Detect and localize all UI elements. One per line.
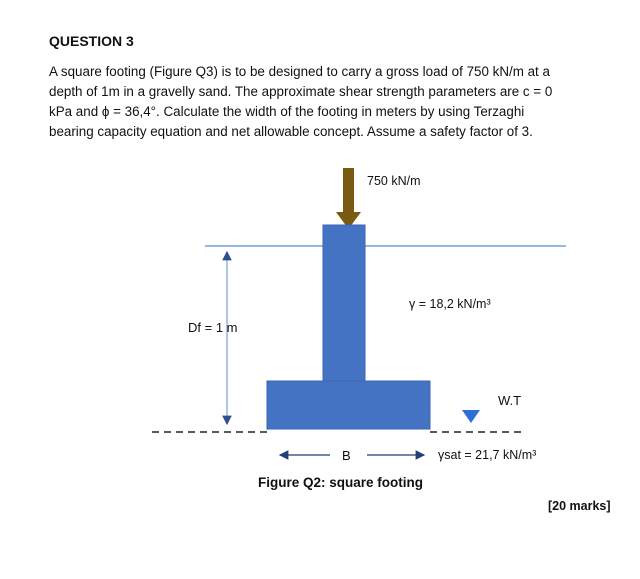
load-label: 750 kN/m <box>367 174 421 188</box>
footing-base <box>267 381 430 429</box>
water-table-icon <box>462 410 480 423</box>
question-line: bearing capacity equation and net allowable concept. Assume a safety factor of 3. <box>49 124 533 139</box>
question-line: kPa and ϕ = 36,4°. Calculate the width of the footing in meters by using Terzaghi <box>49 104 525 119</box>
figure-caption: Figure Q2: square footing <box>258 475 424 490</box>
water-table-label: W.T <box>498 393 522 408</box>
question-line: A square footing (Figure Q3) is to be designed to carry a gross load of 750 kN/m at a <box>49 64 550 79</box>
marks-label: [20 marks] <box>548 499 611 513</box>
question-heading: QUESTION 3 <box>49 33 134 49</box>
width-label: B <box>342 448 351 463</box>
load-arrow-icon <box>336 168 361 229</box>
question-line: depth of 1m in a gravelly sand. The approximate shear strength parameters are c = 0 <box>49 84 553 99</box>
saturated-unit-weight-label: γsat = 21,7 kN/m³ <box>438 448 537 462</box>
depth-label: Df = 1 m <box>188 320 238 335</box>
footing-column <box>323 225 365 382</box>
unit-weight-label: γ = 18,2 kN/m³ <box>409 297 491 311</box>
